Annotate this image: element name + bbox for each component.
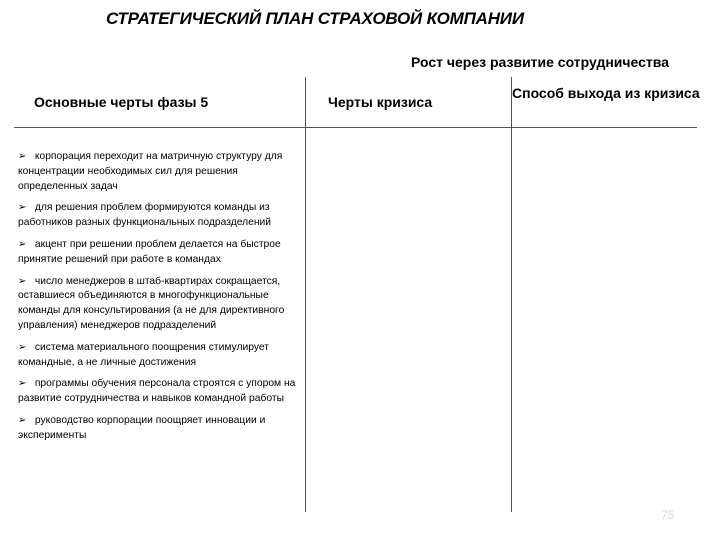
list-item: ➢ система материального поощрения стимулирует командные, а не личные достижения xyxy=(18,341,269,368)
arrow-bullet-icon: ➢ xyxy=(18,378,27,390)
arrow-bullet-icon: ➢ xyxy=(18,275,27,287)
arrow-bullet-icon: ➢ xyxy=(18,238,27,250)
list-item: ➢ для решения проблем формируются команды из работников разных функциональных подразделений xyxy=(18,202,272,229)
column-header-crisis-features: Черты кризиса xyxy=(328,94,433,110)
arrow-bullet-icon: ➢ xyxy=(18,414,27,426)
list-item: ➢ программы обучения персонала строятся с упором на развитие сотрудничества и навыков командной работы xyxy=(18,378,296,405)
slide-subtitle: Рост через развитие сотрудничества xyxy=(411,54,669,70)
phase-features-list xyxy=(18,150,300,451)
list-item: ➢ руководство корпорации поощряет инновации и эксперименты xyxy=(18,414,266,441)
list-item: ➢ число менеджеров в штаб-квартирах сокращается, оставшиеся объединяются в многофункциональные команды для консультирования (а не для директивного управления) менеджеров подразделений xyxy=(18,275,285,331)
page-number: 75 xyxy=(661,508,675,522)
slide-title: СТРАТЕГИЧЕСКИЙ ПЛАН СТРАХОВОЙ КОМПАНИИ xyxy=(106,9,524,28)
arrow-bullet-icon: ➢ xyxy=(18,341,27,353)
arrow-bullet-icon: ➢ xyxy=(18,202,27,214)
column-header-crisis-exit: Способ выхода из кризиса xyxy=(512,85,700,101)
column-divider-2 xyxy=(511,77,512,512)
list-item: ➢ акцент при решении проблем делается на быстрое принятие решений при работе в командах xyxy=(18,238,281,265)
arrow-bullet-icon: ➢ xyxy=(18,151,27,162)
list-item: ➢ корпорация переходит на матричную структуру для концентрации необходимых сил для решения определенных задач xyxy=(18,151,283,192)
header-divider xyxy=(14,127,697,128)
column-header-phase-features: Основные черты фазы 5 xyxy=(34,94,209,110)
column-divider-1 xyxy=(305,77,306,512)
